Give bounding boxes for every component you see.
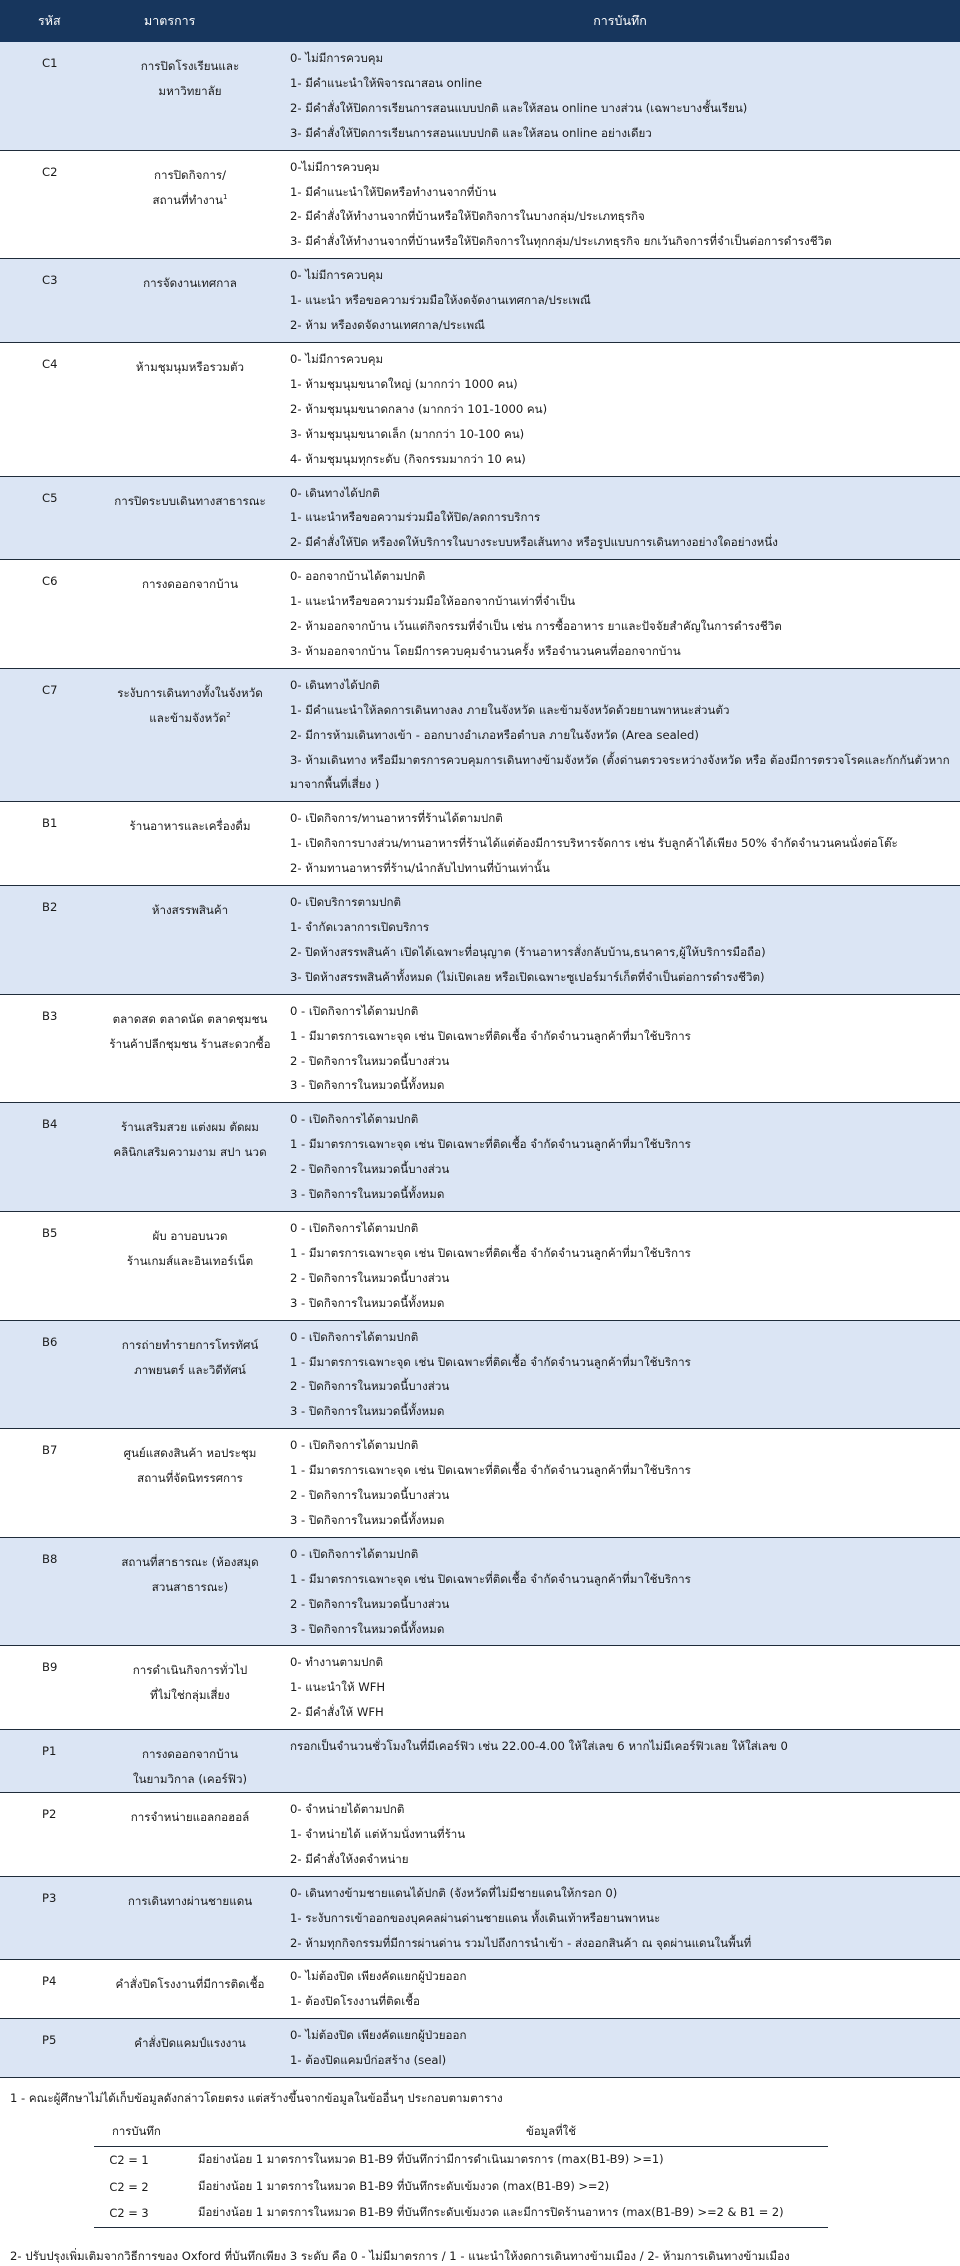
note-line: 3- ห้ามเดินทาง หรือมีมาตรการควบคุมการเดินทางข้ามจังหวัด (ตั้งด่านตรวจระหว่างจังหวัด หรือ ต้องมีการตรวจโรคและกักกันตัวหากมาจากพื้นที่เสี่ยง ) [290, 752, 950, 792]
table-row [0, 1103, 960, 1212]
measure-line [104, 1805, 276, 1830]
sub-header-data: ข้อมูลที่ใช้ [194, 2118, 828, 2146]
measure-text: ศูนย์แสดงสินค้า หอประชุม [123, 1446, 257, 1461]
row-notes [280, 802, 960, 886]
row-measure [100, 1320, 280, 1429]
footnote-2: 2- ปรับปรุงเพิ่มเติมจากวิธีการของ Oxford ที่บันทึกเพียง 3 ระดับ คือ 0 - ไม่มีมาตรการ / 1 - แนะนำให้งดการเดินทางข้ามเมือง / 2- ห้ามการเดินทางข้ามเมือง [10, 2248, 790, 2263]
note-line: 3- ห้ามออกจากบ้าน โดยมีการควบคุมจำนวนครั้ง หรือจำนวนคนที่ออกจากบ้าน [290, 643, 681, 658]
row-code: C3 [0, 259, 100, 343]
note-line: 0- ออกจากบ้านได้ตามปกติ [290, 569, 426, 584]
row-measure [100, 668, 280, 802]
note-line: 1- แนะนำหรือขอความร่วมมือให้ปิด/ลดการบริการ [290, 510, 541, 525]
note-line: 1- แนะนำ หรือขอความร่วมมือให้งดจัดงานเทศกาล/ประเพณี [290, 293, 591, 308]
note-line: 3 - ปิดกิจการในหมวดนี้ทั้งหมด [290, 1404, 445, 1419]
footnote-marker: 1 [222, 192, 228, 201]
note-line: 3 - ปิดกิจการในหมวดนี้ทั้งหมด [290, 1295, 445, 1310]
note-line: 0- ไม่มีการควบคุม [290, 268, 384, 283]
row-measure [100, 342, 280, 476]
table-row [0, 560, 960, 669]
row-measure [100, 1103, 280, 1212]
header-measure: มาตรการ [100, 0, 280, 42]
note-line: 2 - ปิดกิจการในหมวดนี้บางส่วน [290, 1596, 450, 1611]
measure-line [104, 898, 276, 923]
table-row [0, 2019, 960, 2078]
row-notes [280, 886, 960, 995]
measure-text: ในยามวิกาล (เคอร์ฟิว) [132, 1772, 248, 1787]
row-code: B9 [0, 1646, 100, 1730]
table-row [0, 476, 960, 560]
note-line: 0- ไม่ต้องปิด เพียงคัดแยกผู้ป่วยออก [290, 2028, 467, 2043]
measure-text: การถ่ายทำรายการโทรทัศน์ [121, 1337, 259, 1352]
note-line: 4- ห้ามชุมนุมทุกระดับ (กิจกรรมมากว่า 10 คน) [290, 451, 526, 466]
note-line: 2- มีการห้ามเดินทางเข้า - ออกบางอำเภอหรือตำบล ภายในจังหวัด (Area sealed) [290, 727, 699, 742]
measure-text: สถานที่สาธารณะ (ห้องสมุด [121, 1554, 259, 1569]
note-line: 2- มีคำสั่งให้ทำงานจากที่บ้านหรือให้ปิดกิจการในบางกลุ่ม/ประเภทธุรกิจ [290, 209, 645, 224]
table-row [0, 1211, 960, 1320]
row-code: B7 [0, 1429, 100, 1538]
measure-line [104, 188, 276, 213]
note-line: 2- ห้ามออกจากบ้าน เว้นแต่กิจกรรมที่จำเป็น เช่น การซื้ออาหาร ยาและปัจจัยสำคัญในการดำรงชีวิต [290, 619, 782, 634]
measure-line [104, 1333, 276, 1358]
row-measure [100, 1646, 280, 1730]
note-line: 0- เดินทางได้ปกติ [290, 485, 380, 500]
note-line: 3 - ปิดกิจการในหมวดนี้ทั้งหมด [290, 1512, 445, 1527]
header-code: รหัส [0, 0, 100, 42]
note-line: กรอกเป็นจำนวนชั่วโมงในที่มีเคอร์ฟิว เช่น 22.00-4.00 ให้ใส่เลข 6 หากไม่มีเคอร์ฟิวเลย ให้ใส่เลข 0 [290, 1739, 788, 1754]
note-line: 1- ต้องปิดโรงงานที่ติดเชื้อ [290, 1994, 420, 2009]
sub-row-desc: มีอย่างน้อย 1 มาตรการในหมวด B1-B9 ที่บันทึกระดับเข้มงวด และมีการปิดร้านอาหาร (max(B1-B9) >=2 & B1 = 2) [194, 2200, 828, 2227]
row-measure [100, 886, 280, 995]
sub-table-row [94, 2146, 828, 2173]
sub-table-body [94, 2146, 828, 2227]
measure-line [104, 1140, 276, 1165]
sub-row-code: C2 = 2 [109, 2179, 149, 2194]
note-line: 1- เปิดกิจการบางส่วน/ทานอาหารที่ร้านได้แต่ต้องมีการบริหารจัดการ เช่น รับลูกค้าได้เพียง 50% จำกัดจำนวนคนนั่งต่อโต๊ะ [290, 836, 898, 851]
note-line: 0- เดินทางได้ปกติ [290, 677, 380, 692]
measure-line [104, 1767, 276, 1792]
measure-text: และข้ามจังหวัด [149, 710, 227, 725]
note-line: 0- เดินทางข้ามชายแดนได้ปกติ (จังหวัดที่ไม่มีชายแดนให้กรอก 0) [290, 1885, 618, 1900]
note-line: 2 - ปิดกิจการในหมวดนี้บางส่วน [290, 1379, 450, 1394]
measure-text: การเดินทางผ่านชายแดน [127, 1893, 253, 1908]
note-line: 0 - เปิดกิจการได้ตามปกติ [290, 1438, 419, 1453]
measure-line [104, 489, 276, 514]
note-line: 3- มีคำสั่งให้ทำงานจากที่บ้านหรือให้ปิดกิจการในทุกกลุ่ม/ประเภทธุรกิจ ยกเว้นกิจการที่จำเป็นต่อการดำรงชีวิต [290, 234, 832, 249]
measure-line [104, 1032, 276, 1057]
measure-line [104, 1466, 276, 1491]
note-line: 0 - เปิดกิจการได้ตามปกติ [290, 1003, 419, 1018]
row-code: B5 [0, 1211, 100, 1320]
table-row [0, 1730, 960, 1793]
measure-line [104, 814, 276, 839]
row-code: B8 [0, 1537, 100, 1646]
row-code: B2 [0, 886, 100, 995]
table-row [0, 150, 960, 259]
note-line: 2- ห้ามทุกกิจกรรมที่มีการผ่านด่าน รวมไปถึงการนำเข้า - ส่งออกสินค้า ณ จุดผ่านแดนในพื้นที่ [290, 1935, 752, 1950]
measure-text: การงดออกจากบ้าน [141, 577, 238, 592]
measure-text: คำสั่งปิดโรงงานที่มีการติดเชื้อ [115, 1977, 265, 1992]
note-line: 2- มีคำสั่งให้ปิดการเรียนการสอนแบบปกติ และให้สอน online บางส่วน (เฉพาะบางชั้นเรียน) [290, 100, 748, 115]
row-code: P5 [0, 2019, 100, 2078]
row-code: P1 [0, 1730, 100, 1793]
row-notes [280, 1429, 960, 1538]
measure-line [104, 163, 276, 188]
row-notes [280, 994, 960, 1103]
note-line: 0 - เปิดกิจการได้ตามปกติ [290, 1329, 419, 1344]
row-notes [280, 668, 960, 802]
row-notes [280, 560, 960, 669]
sub-table-header-row [94, 2118, 828, 2146]
measure-text: คำสั่งปิดแคมป์แรงงาน [134, 2036, 246, 2051]
measure-line [104, 1550, 276, 1575]
row-notes [280, 1211, 960, 1320]
note-line: 1- ระงับการเข้าออกของบุคคลผ่านด่านชายแดน ทั้งเดินเท้าหรือยานพาหนะ [290, 1910, 661, 1925]
note-line: 1- จำกัดเวลาการเปิดบริการ [290, 920, 430, 934]
measure-text: การจำหน่ายแอลกอฮอล์ [130, 1810, 250, 1824]
note-line: 1 - มีมาตรการเฉพาะจุด เช่น ปิดเฉพาะที่ติดเชื้อ จำกัดจำนวนลูกค้าที่มาใช้บริการ [290, 1463, 691, 1478]
row-measure [100, 1537, 280, 1646]
sub-table-row [94, 2200, 828, 2227]
measure-line [104, 54, 276, 79]
measure-line [104, 1115, 276, 1140]
measure-text: ตลาดสด ตลาดนัด ตลาดชุมชน [112, 1011, 268, 1026]
row-measure [100, 1429, 280, 1538]
row-code: B4 [0, 1103, 100, 1212]
note-line: 1- มีคำแนะนำให้ลดการเดินทางลง ภายในจังหวัด และข้ามจังหวัดด้วยยานพาหนะส่วนตัว [290, 702, 730, 717]
note-line: 1 - มีมาตรการเฉพาะจุด เช่น ปิดเฉพาะที่ติดเชื้อ จำกัดจำนวนลูกค้าที่มาใช้บริการ [290, 1354, 691, 1369]
note-line: 2- มีคำสั่งให้งดจำหน่าย [290, 1851, 409, 1866]
measure-text: สวนสาธารณะ) [151, 1579, 229, 1594]
note-line: 1- มีคำแนะนำให้พิจารณาสอน online [290, 75, 482, 90]
measure-line [104, 1007, 276, 1032]
note-line: 0 - เปิดกิจการได้ตามปกติ [290, 1220, 419, 1235]
note-line: 0- เปิดบริการตามปกติ [290, 895, 402, 910]
row-code: C5 [0, 476, 100, 560]
row-measure [100, 259, 280, 343]
note-line: 3 - ปิดกิจการในหมวดนี้ทั้งหมด [290, 1187, 445, 1202]
sub-header-record: การบันทึก [94, 2118, 194, 2146]
measure-text: การปิดระบบเดินทางสาธารณะ [114, 493, 266, 508]
note-line: 0- เปิดกิจการ/ทานอาหารที่ร้านได้ตามปกติ [290, 811, 503, 826]
table-row [0, 42, 960, 150]
row-notes [280, 1320, 960, 1429]
note-line: 1- จำหน่ายได้ แต่ห้ามนั่งทานที่ร้าน [290, 1826, 466, 1841]
row-code: C1 [0, 42, 100, 150]
measure-line [104, 271, 276, 296]
row-code: B6 [0, 1320, 100, 1429]
row-notes [280, 2019, 960, 2078]
note-line: 1 - มีมาตรการเฉพาะจุด เช่น ปิดเฉพาะที่ติดเชื้อ จำกัดจำนวนลูกค้าที่มาใช้บริการ [290, 1137, 691, 1152]
c2-derivation-table [94, 2118, 828, 2228]
measure-text: ผับ อาบอบนวด [152, 1228, 228, 1243]
footnote-1: 1 - คณะผู้ศึกษาไม่ได้เก็บข้อมูลดังกล่าวโดยตรง แต่สร้างขึ้นจากข้อมูลในข้ออื่นๆ ประกอบตามตาราง [10, 2091, 503, 2106]
measure-line [104, 355, 276, 380]
measure-line [104, 1889, 276, 1914]
table-row [0, 1429, 960, 1538]
note-line: 0- ไม่มีการควบคุม [290, 351, 384, 366]
sub-row-code: C2 = 1 [109, 2152, 149, 2167]
note-line: 1- ต้องปิดแคมป์ก่อสร้าง (seal) [290, 2053, 447, 2068]
table-row [0, 802, 960, 886]
row-notes [280, 42, 960, 150]
note-line: 0-ไม่มีการควบคุม [290, 159, 380, 174]
measure-line [104, 1683, 276, 1708]
row-measure [100, 802, 280, 886]
row-code: P4 [0, 1960, 100, 2019]
row-measure [100, 476, 280, 560]
measure-line [104, 1224, 276, 1249]
note-line: 2 - ปิดกิจการในหมวดนี้บางส่วน [290, 1053, 450, 1068]
table-row [0, 1646, 960, 1730]
measure-line [104, 1972, 276, 1997]
note-line: 0- จำหน่ายได้ตามปกติ [290, 1802, 405, 1816]
row-measure [100, 1960, 280, 2019]
measure-line [104, 1575, 276, 1600]
table-row [0, 886, 960, 995]
note-line: 0- ทำงานตามปกติ [290, 1655, 384, 1670]
measure-line [104, 79, 276, 104]
note-line: 0 - เปิดกิจการได้ตามปกติ [290, 1546, 419, 1561]
row-measure [100, 1876, 280, 1960]
table-row [0, 342, 960, 476]
measure-text: มหาวิทยาลัย [158, 83, 222, 98]
row-code: C7 [0, 668, 100, 802]
table-row [0, 259, 960, 343]
row-notes [280, 259, 960, 343]
row-code: B1 [0, 802, 100, 886]
row-notes [280, 1103, 960, 1212]
measure-text: สถานที่จัดนิทรรศการ [137, 1471, 243, 1486]
measure-text: ร้านค้าปลีกชุมชน ร้านสะดวกซื้อ [109, 1036, 271, 1051]
note-line: 3 - ปิดกิจการในหมวดนี้ทั้งหมด [290, 1078, 445, 1093]
measure-text: ห้างสรรพสินค้า [151, 903, 229, 918]
note-line: 2- มีคำสั่งให้ปิด หรืองดให้บริการในบางระบบหรือเส้นทาง หรือรูปแบบการเดินทางอย่างใดอย่างหนึ่ง [290, 535, 778, 550]
note-line: 2- ปิดห้างสรรพสินค้า เปิดได้เฉพาะที่อนุญาต (ร้านอาหารสั่งกลับบ้าน,ธนาคาร,ผู้ให้บริการมือถือ) [290, 944, 766, 959]
note-line: 2- ห้ามชุมนุมขนาดกลาง (มากกว่า 101-1000 คน) [290, 401, 548, 416]
measure-text: ระงับการเดินทางทั้งในจังหวัด [117, 685, 263, 700]
measure-text: ร้านเกมส์และอินเทอร์เน็ต [126, 1253, 254, 1268]
note-line: 3- ห้ามชุมนุมขนาดเล็ก (มากกว่า 10-100 คน) [290, 426, 525, 441]
note-line: 2 - ปิดกิจการในหมวดนี้บางส่วน [290, 1488, 450, 1503]
measure-line [104, 1441, 276, 1466]
sub-row-desc: มีอย่างน้อย 1 มาตรการในหมวด B1-B9 ที่บันทึกว่ามีการดำเนินมาตรการ (max(B1-B9) >=1) [198, 2151, 664, 2166]
measure-text: คลินิกเสริมความงาม สปา นวด [113, 1145, 267, 1160]
measure-line [104, 706, 276, 731]
note-line: 0 - เปิดกิจการได้ตามปกติ [290, 1112, 419, 1127]
table-row [0, 1876, 960, 1960]
measure-text: ร้านอาหารและเครื่องดื่ม [129, 819, 251, 834]
note-line: 1- ห้ามชุมนุมขนาดใหญ่ (มากกว่า 1000 คน) [290, 376, 518, 391]
sub-table-row [94, 2173, 828, 2200]
table-row [0, 994, 960, 1103]
note-line: 1 - มีมาตรการเฉพาะจุด เช่น ปิดเฉพาะที่ติดเชื้อ จำกัดจำนวนลูกค้าที่มาใช้บริการ [290, 1571, 691, 1586]
measure-line [104, 2031, 276, 2056]
footnote-marker: 2 [226, 710, 231, 719]
measure-text: ที่ไม่ใช่กลุ่มเสี่ยง [150, 1688, 230, 1703]
row-measure [100, 150, 280, 259]
header-notes: การบันทึก [280, 0, 960, 42]
row-notes [280, 1960, 960, 2019]
measure-text: การจัดงานเทศกาล [143, 276, 237, 291]
table-row [0, 668, 960, 802]
table-header-row [0, 0, 960, 42]
measure-line [104, 572, 276, 597]
row-measure [100, 994, 280, 1103]
measure-text: การดำเนินกิจการทั่วไป [132, 1663, 248, 1678]
note-line: 1 - มีมาตรการเฉพาะจุด เช่น ปิดเฉพาะที่ติดเชื้อ จำกัดจำนวนลูกค้าที่มาใช้บริการ [290, 1028, 691, 1043]
note-line: 1- แนะนำให้ WFH [290, 1680, 386, 1695]
measure-text: สถานที่ทำงาน [152, 192, 223, 207]
measure-text: ร้านเสริมสวย แต่งผม ตัดผม [121, 1120, 259, 1135]
row-code: C4 [0, 342, 100, 476]
row-notes [280, 150, 960, 259]
measure-line [104, 1358, 276, 1383]
row-measure [100, 1730, 280, 1793]
measure-line [104, 1658, 276, 1683]
note-line: 2- ห้ามทานอาหารที่ร้าน/นำกลับไปทานที่บ้านเท่านั้น [290, 861, 550, 876]
note-line: 3- มีคำสั่งให้ปิดการเรียนการสอนแบบปกติ และให้สอน online อย่างเดียว [290, 125, 652, 140]
row-measure [100, 42, 280, 150]
row-code: C2 [0, 150, 100, 259]
note-line: 1- มีคำแนะนำให้ปิดหรือทำงานจากที่บ้าน [290, 184, 497, 199]
measure-text: ภาพยนตร์ และวิดีทัศน์ [134, 1362, 246, 1377]
table-row [0, 1793, 960, 1877]
row-measure [100, 2019, 280, 2078]
measure-text: การปิดโรงเรียนและ [140, 59, 240, 73]
row-notes [280, 1730, 960, 1793]
note-line: 0- ไม่ต้องปิด เพียงคัดแยกผู้ป่วยออก [290, 1969, 467, 1984]
table-row [0, 1537, 960, 1646]
measure-text: การปิดกิจการ/ [153, 167, 227, 182]
row-code: C6 [0, 560, 100, 669]
table-row [0, 1320, 960, 1429]
measure-line [104, 1249, 276, 1274]
note-line: 1 - มีมาตรการเฉพาะจุด เช่น ปิดเฉพาะที่ติดเชื้อ จำกัดจำนวนลูกค้าที่มาใช้บริการ [290, 1245, 691, 1260]
row-notes [280, 1876, 960, 1960]
sub-row-code: C2 = 3 [94, 2200, 194, 2227]
measure-line [104, 1742, 276, 1767]
note-line: 2- มีคำสั่งให้ WFH [290, 1705, 384, 1720]
note-line: 2- ห้าม หรืองดจัดงานเทศกาล/ประเพณี [290, 318, 485, 333]
measure-text: ห้ามชุมนุมหรือรวมตัว [135, 359, 245, 374]
sub-row-desc: มีอย่างน้อย 1 มาตรการในหมวด B1-B9 ที่บันทึกระดับเข้มงวด (max(B1-B9) >=2) [198, 2178, 610, 2193]
note-line: 2 - ปิดกิจการในหมวดนี้บางส่วน [290, 1162, 450, 1177]
row-notes [280, 1646, 960, 1730]
row-code: B3 [0, 994, 100, 1103]
measure-text: การงดออกจากบ้าน [141, 1747, 238, 1762]
note-line: 0- ไม่มีการควบคุม [290, 51, 384, 65]
note-line: 3 - ปิดกิจการในหมวดนี้ทั้งหมด [290, 1621, 445, 1636]
note-line: 1- แนะนำหรือขอความร่วมมือให้ออกจากบ้านเท่าที่จำเป็น [290, 594, 576, 609]
table-row [0, 1960, 960, 2019]
row-notes [280, 476, 960, 560]
measure-line [104, 681, 276, 706]
row-notes [280, 1537, 960, 1646]
table-body [0, 42, 960, 2078]
row-notes [280, 342, 960, 476]
row-code: P2 [0, 1793, 100, 1877]
row-notes [280, 1793, 960, 1877]
row-measure [100, 560, 280, 669]
row-measure [100, 1793, 280, 1877]
note-line: 2 - ปิดกิจการในหมวดนี้บางส่วน [290, 1270, 450, 1285]
row-code: P3 [0, 1876, 100, 1960]
row-measure [100, 1211, 280, 1320]
note-line: 3- ปิดห้างสรรพสินค้าทั้งหมด (ไม่เปิดเลย หรือเปิดเฉพาะซูเปอร์มาร์เก็ตที่จำเป็นต่อการดำรงชีวิต) [290, 969, 765, 984]
